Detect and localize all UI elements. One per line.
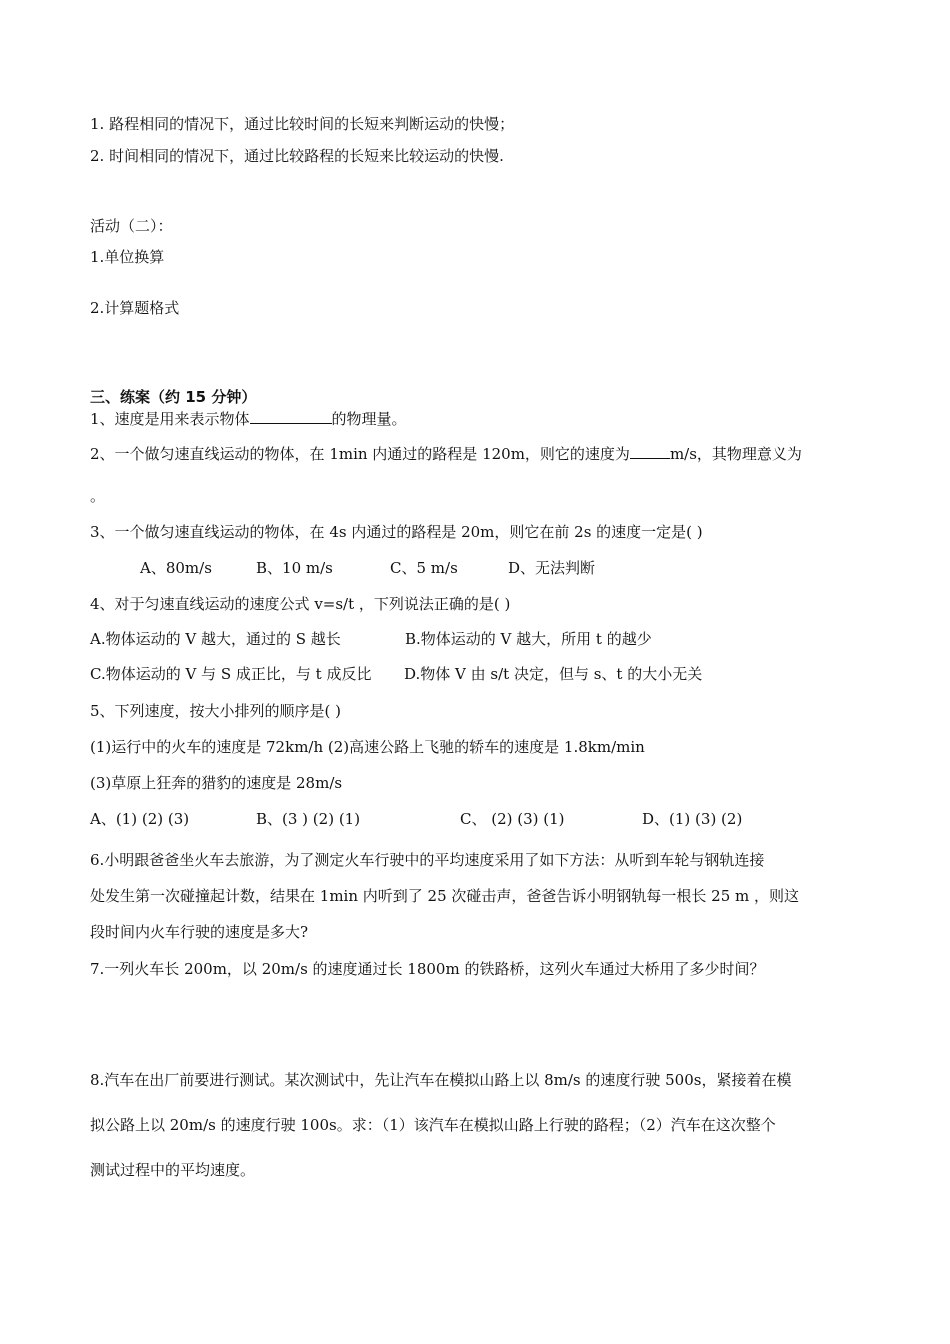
q3-option-b: B、10 m/s	[256, 559, 333, 577]
q4-options-row-1	[90, 629, 652, 649]
question-6-line-3: 段时间内火车行驶的速度是多大?	[90, 923, 309, 941]
q2-tail: 。	[90, 487, 106, 505]
question-8-line-3: 测试过程中的平均速度。	[90, 1161, 256, 1179]
q1-text-post: 的物理量。	[331, 410, 407, 428]
question-6-line-1: 6.小明跟爸爸坐火车去旅游，为了测定火车行驶中的平均速度采用了如下方法：从听到车轮与钢轨连接	[90, 851, 765, 869]
question-5-options	[90, 809, 742, 829]
question-3-stem: 3、一个做匀速直线运动的物体，在 4s 内通过的路程是 20m，则它在前 2s 的速度一定是( )	[90, 523, 703, 541]
question-4-stem: 4、对于匀速直线运动的速度公式 v=s/t ，下列说法正确的是( )	[90, 595, 511, 613]
q3-option-d: D、无法判断	[508, 559, 596, 577]
activity2-item-1: 1.单位换算	[90, 248, 165, 266]
q5-option-d: D、(1) (3) (2)	[642, 810, 743, 828]
q3-option-c: C、5 m/s	[390, 559, 458, 577]
q4-option-c: C.物体运动的 V 与 S 成正比，与 t 成反比	[90, 665, 372, 683]
question-8-line-2: 拟公路上以 20m/s 的速度行驶 100s。求：（1）该汽车在模拟山路上行驶的路程；（2）汽车在这次整个	[90, 1116, 776, 1134]
q5-option-a: A、(1) (2) (3)	[90, 810, 190, 828]
q4-option-a: A.物体运动的 V 越大，通过的 S 越长	[90, 630, 341, 648]
q4-options-row-2	[90, 664, 702, 684]
q5-item-line-2: (3)草原上狂奔的猎豹的速度是 28m/s	[90, 774, 343, 792]
q2-text-pre: 2、一个做匀速直线运动的物体，在 1min 内通过的路程是 120m，则它的速度为	[90, 445, 630, 463]
q2-text-post: m/s，其物理意义为	[669, 445, 802, 463]
q4-option-d: D.物体 V 由 s/t 决定，但与 s、t 的大小无关	[404, 665, 703, 683]
question-3-options	[140, 558, 595, 578]
section3-heading: 三、练案（约 15 分钟）	[90, 388, 257, 406]
q4-option-b: B.物体运动的 V 越大，所用 t 的越少	[405, 630, 652, 648]
question-2	[90, 444, 802, 464]
q1-answer-blank[interactable]	[250, 409, 332, 424]
question-6-line-2: 处发生第一次碰撞起计数，结果在 1min 内听到了 25 次碰击声，爸爸告诉小明钢轨每一根长 25 m ，则这	[90, 887, 800, 905]
question-7: 7.一列火车长 200m，以 20m/s 的速度通过长 1800m 的铁路桥，这列火车通过大桥用了多少时间？	[90, 960, 765, 978]
question-8-line-1: 8.汽车在出厂前要进行测试。某次测试中，先让汽车在模拟山路上以 8m/s 的速度行驶 500s，紧接着在模	[90, 1071, 792, 1089]
activity2-item-2: 2.计算题格式	[90, 299, 180, 317]
q5-option-b: B、(3 ) (2) (1)	[256, 810, 361, 828]
q1-text-pre: 1、速度是用来表示物体	[90, 410, 250, 428]
question-5-stem: 5、下列速度，按大小排列的顺序是( )	[90, 702, 342, 720]
q3-option-a: A、80m/s	[140, 559, 212, 577]
activity2-title: 活动（二）：	[90, 217, 173, 235]
intro-line-2: 2. 时间相同的情况下，通过比较路程的长短来比较运动的快慢.	[90, 147, 504, 165]
q5-item-line-1: (1)运行中的火车的速度是 72km/h (2)高速公路上飞驰的轿车的速度是 1.8km/min	[90, 738, 645, 756]
intro-line-1: 1. 路程相同的情况下，通过比较时间的长短来判断运动的快慢；	[90, 115, 515, 133]
question-1	[90, 409, 407, 429]
q2-answer-blank[interactable]	[630, 444, 670, 459]
q5-option-c: C、 (2) (3) (1)	[460, 810, 565, 828]
